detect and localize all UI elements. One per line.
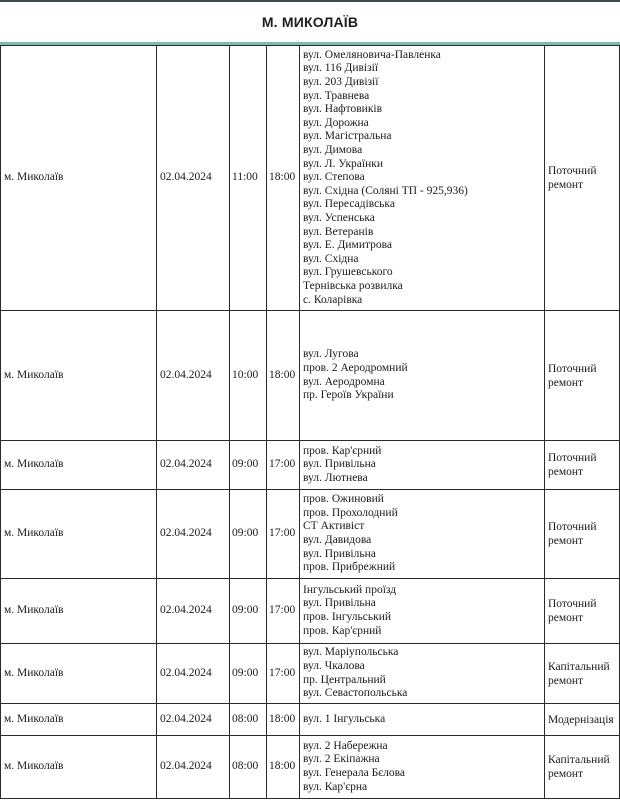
street-item: вул. 203 Дивізії	[303, 76, 379, 89]
table-row	[1, 736, 620, 799]
start-time-cell: 08:00	[230, 704, 267, 736]
street-item: вул. 116 Дивізії	[303, 62, 379, 75]
street-item: пр. Центральний	[303, 673, 386, 686]
end-time-cell: 17:00	[267, 441, 300, 490]
street-item: вул. Лютнева	[303, 471, 368, 484]
street-item: вул. Лугова	[303, 348, 359, 361]
start-time-cell: 11:00	[230, 46, 267, 311]
street-item: вул. Димова	[303, 144, 363, 157]
table-row	[1, 311, 620, 441]
date-cell: 02.04.2024	[157, 490, 230, 579]
street-item: вул. Нафтовиків	[303, 103, 383, 116]
table-row	[1, 46, 620, 311]
end-time-cell: 17:00	[267, 579, 300, 644]
city-cell: м. Миколаїв	[1, 579, 157, 644]
start-time-cell: 09:00	[230, 579, 267, 644]
table-row	[1, 490, 620, 579]
date-cell: 02.04.2024	[157, 46, 230, 311]
end-time-cell: 18:00	[267, 736, 300, 799]
street-item: вул. Дорожна	[303, 116, 369, 129]
street-item: вул. Привільна	[303, 458, 376, 471]
street-item: СТ Активіст	[303, 520, 365, 533]
street-item: вул. 1 Інгульська	[303, 712, 386, 725]
outage-table	[0, 45, 620, 799]
work-type-cell: Поточний ремонт	[545, 311, 620, 441]
city-cell: м. Миколаїв	[1, 644, 157, 704]
street-item: пров. Прибрежний	[303, 561, 396, 574]
street-item: вул. Севастопольська	[303, 687, 408, 700]
street-item: вул. 2 Екіпажна	[303, 753, 380, 766]
street-item: вул. Л. Українки	[303, 157, 383, 170]
date-cell: 02.04.2024	[157, 704, 230, 736]
city-cell: м. Миколаїв	[1, 46, 157, 311]
city-cell: м. Миколаїв	[1, 441, 157, 490]
streets-cell	[300, 441, 545, 490]
date-cell: 02.04.2024	[157, 579, 230, 644]
street-item: вул. Чкалова	[303, 659, 365, 672]
street-item: вул. Грушевського	[303, 266, 393, 279]
street-item: вул. Ветеранів	[303, 225, 374, 238]
date-cell: 02.04.2024	[157, 644, 230, 704]
end-time-cell: 18:00	[267, 46, 300, 311]
streets-cell	[300, 46, 545, 311]
end-time-cell: 17:00	[267, 644, 300, 704]
street-item: вул. Східна (Соляні ТП - 925,936)	[303, 184, 468, 197]
date-cell: 02.04.2024	[157, 441, 230, 490]
street-item: с. Коларівка	[303, 293, 363, 306]
street-item: вул. Аеродромна	[303, 375, 385, 388]
start-time-cell: 09:00	[230, 644, 267, 704]
street-item: вул. Успенська	[303, 211, 375, 224]
street-item: Тернівська розвилка	[303, 279, 403, 292]
work-type-cell: Капітальний ремонт	[545, 736, 620, 799]
streets-cell	[300, 311, 545, 441]
city-cell: м. Миколаїв	[1, 736, 157, 799]
table-row	[1, 704, 620, 736]
date-cell: 02.04.2024	[157, 736, 230, 799]
street-item: вул. Магістральна	[303, 130, 392, 143]
city-cell: м. Миколаїв	[1, 490, 157, 579]
street-item: вул. Маріупольська	[303, 646, 399, 659]
street-item: вул. Привільна	[303, 547, 376, 560]
streets-cell	[300, 490, 545, 579]
work-type-cell: Поточний ремонт	[545, 441, 620, 490]
work-type-cell: Капітальний ремонт	[545, 644, 620, 704]
end-time-cell: 17:00	[267, 490, 300, 579]
streets-cell	[300, 644, 545, 704]
street-item: пров. Інгульський	[303, 611, 392, 623]
street-item: вул. Степова	[303, 171, 365, 184]
street-item: вул. Е. Димитрова	[303, 239, 393, 252]
street-item: вул. Привільна	[303, 597, 376, 610]
street-item: пров. Ожиновий	[303, 493, 384, 506]
city-cell: м. Миколаїв	[1, 311, 157, 441]
street-item: Інгульський проїзд	[303, 583, 397, 596]
table-row	[1, 579, 620, 644]
street-item: вул. Пересадівська	[303, 198, 395, 211]
street-item: пров. Прохолодний	[303, 506, 398, 519]
city-cell: м. Миколаїв	[1, 704, 157, 736]
street-item: пр. Героїв України	[303, 389, 394, 402]
end-time-cell: 18:00	[267, 704, 300, 736]
work-type-cell: Поточний ремонт	[545, 579, 620, 644]
work-type-cell: Поточний ремонт	[545, 46, 620, 311]
work-type-cell: Модернізація	[545, 704, 620, 736]
table-row	[1, 441, 620, 490]
streets-cell	[300, 736, 545, 799]
streets-cell	[300, 704, 545, 736]
work-type-cell: Поточний ремонт	[545, 490, 620, 579]
street-item: вул. Генерала Бєлова	[303, 767, 405, 779]
start-time-cell: 10:00	[230, 311, 267, 441]
table-row	[1, 644, 620, 704]
start-time-cell: 09:00	[230, 490, 267, 579]
street-item: вул. Кар'єрна	[303, 780, 368, 793]
street-item: пров. Кар'єрний	[303, 444, 382, 457]
section-title: М. МИКОЛАЇВ	[261, 14, 359, 30]
street-item: вул. Східна	[303, 252, 359, 265]
start-time-cell: 08:00	[230, 736, 267, 799]
street-item: вул. Давидова	[303, 534, 372, 546]
street-item: пров. Кар'єрний	[303, 624, 382, 637]
street-item: вул. Травнева	[303, 89, 370, 102]
street-item: вул. 2 Набережна	[303, 739, 388, 752]
end-time-cell: 18:00	[267, 311, 300, 441]
street-item: вул. Омеляновича-Павленка	[303, 48, 441, 61]
streets-cell	[300, 579, 545, 644]
date-cell: 02.04.2024	[157, 311, 230, 441]
street-item: пров. 2 Аеродромний	[303, 361, 408, 374]
start-time-cell: 09:00	[230, 441, 267, 490]
section-header	[0, 2, 620, 42]
